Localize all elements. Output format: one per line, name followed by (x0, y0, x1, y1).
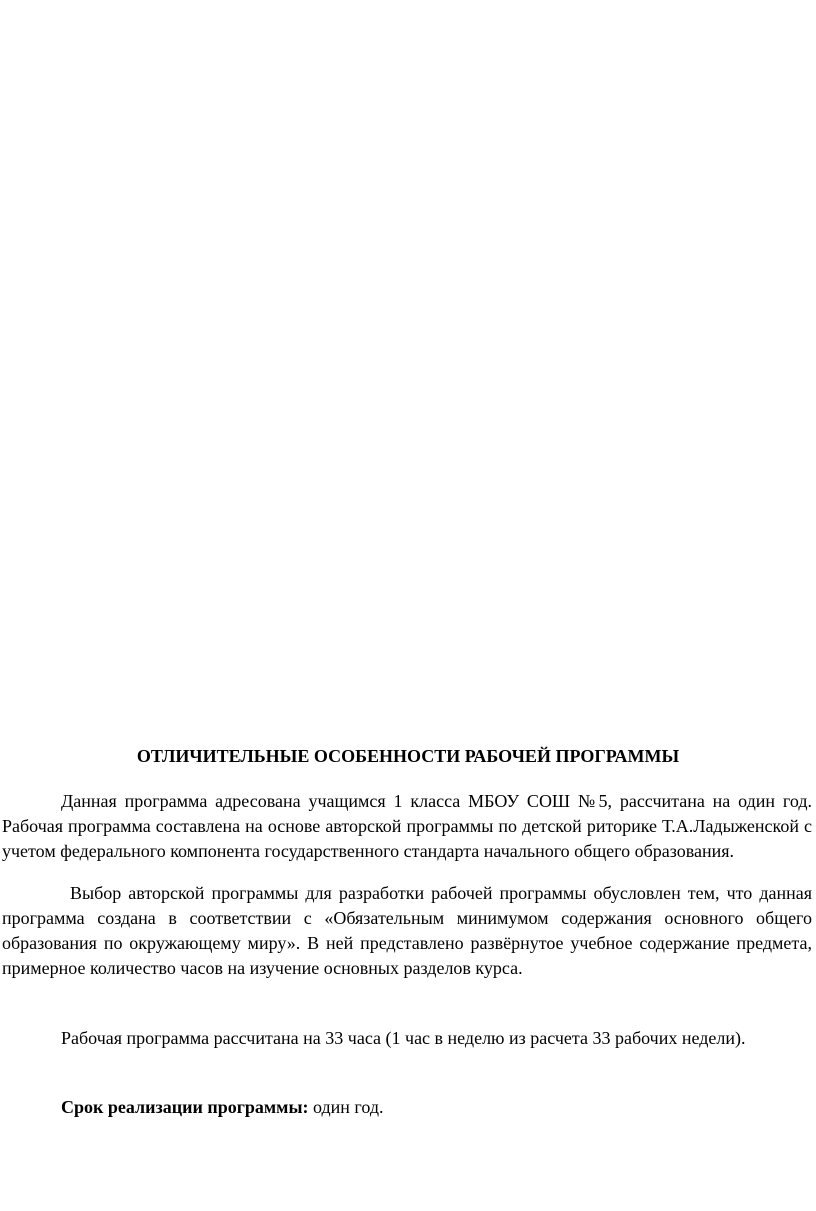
term-label: Срок реализации программы: (61, 1097, 309, 1117)
paragraph-program-hours: Рабочая программа рассчитана на 33 часа (1 час в неделю из расчета 33 рабочих недели). (61, 1028, 746, 1048)
paragraph-program-choice: Выбор авторской программы для разработки рабочей программы обусловлен тем, что данная программа создана в соответствии с «Обязательным минимумом содержания основного общего образования по окружающему миру». В ней представлено развёрнутое учебное содержание предмета, примерное количество часов на изучение основных разделов курса. (2, 883, 812, 978)
document-title: ОТЛИЧИТЕЛЬНЫЕ ОСОБЕННОСТИ РАБОЧЕЙ ПРОГРАММЫ (136, 746, 680, 766)
paragraph-program-target: Данная программа адресована учащимся 1 класса МБОУ СОШ №5, рассчитана на один год. Рабочая программа составлена на основе авторской программы по детской риторике Т.А.Ладыженской с учетом федерального компонента государственного стандарта начального общего образования. (2, 791, 812, 861)
paragraph-program-term (2, 1095, 812, 1120)
term-value: один год. (308, 1097, 384, 1117)
